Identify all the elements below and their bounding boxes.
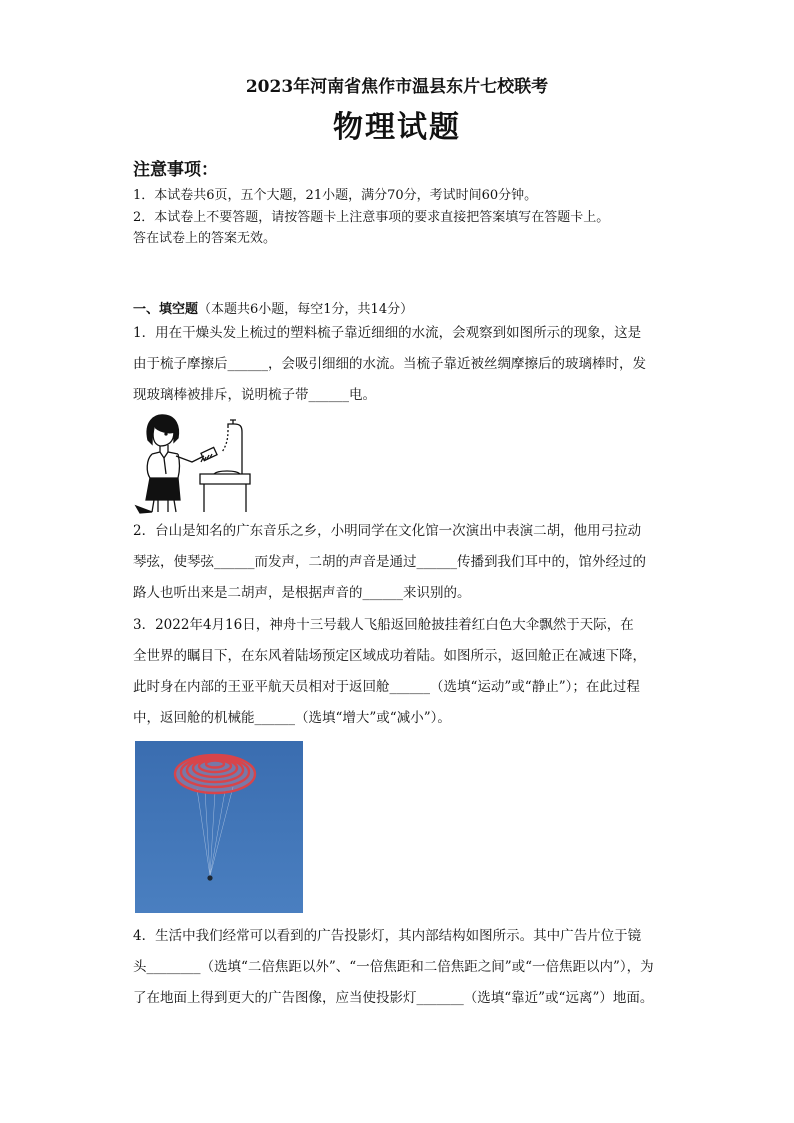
question-4 bbox=[133, 921, 673, 1014]
question-1-line-2: 由于梳子摩擦后______，会吸引细细的水流。当梳子靠近被丝绸摩擦后的玻璃棒时，发 bbox=[133, 356, 646, 372]
section-note: （本题共6小题，每空1分，共14分） bbox=[198, 302, 414, 317]
exam-title: 2023年河南省焦作市温县东片七校联考 bbox=[245, 77, 549, 97]
girl-comb-water-figure bbox=[130, 412, 255, 514]
question-4-line-1: 4．生活中我们经常可以看到的广告投影灯，其内部结构如图所示。其中广告片位于镜 bbox=[133, 928, 642, 944]
question-3-line-1: 3．2022年4月16日，神舟十三号载人飞船返回舱披挂着红白色大伞飘然于天际，在 bbox=[133, 617, 634, 633]
question-3-line-3: 此时身在内部的王亚平航天员相对于返回舱______（选填“运动”或“静止”）；在此过程 bbox=[133, 679, 640, 695]
notice-item-2: 2．本试卷上不要答题，请按答题卡上注意事项的要求直接把答案填写在答题卡上。 bbox=[133, 210, 610, 225]
notice-item-1: 1．本试卷共6页，五个大题，21小题，满分70分，考试时间60分钟。 bbox=[133, 188, 538, 203]
question-2-line-2: 琴弦，使琴弦______而发声，二胡的声音是通过______传播到我们耳中的，馆外经过的 bbox=[133, 554, 646, 570]
notice-item-3: 答在试卷上的答案无效。 bbox=[133, 231, 277, 246]
parachute-capsule-photo bbox=[135, 741, 303, 913]
question-2-line-3: 路人也听出来是二胡声，是根据声音的______来识别的。 bbox=[133, 585, 471, 601]
subject-title: 物理试题 bbox=[333, 110, 461, 145]
question-1-line-1: 1．用在干燥头发上梳过的塑料梳子靠近细细的水流，会观察到如图所示的现象，这是 bbox=[133, 325, 642, 341]
section-title: 一、填空题 bbox=[133, 302, 199, 317]
question-2 bbox=[133, 516, 673, 609]
question-1-line-3: 现玻璃棒被排斥，说明梳子带______电。 bbox=[133, 387, 376, 403]
question-2-line-1: 2．台山是知名的广东音乐之乡，小明同学在文化馆一次演出中表演二胡，他用弓拉动 bbox=[133, 523, 642, 539]
question-3 bbox=[133, 610, 673, 734]
section-heading bbox=[133, 298, 413, 317]
question-1 bbox=[133, 318, 673, 411]
question-3-line-2: 全世界的瞩目下，在东风着陆场预定区域成功着陆。如图所示，返回舱正在减速下降， bbox=[133, 648, 646, 664]
question-4-line-2: 头________（选填“二倍焦距以外”、“一倍焦距和二倍焦距之间”或“一倍焦距以内”），为 bbox=[133, 959, 654, 975]
notice-heading: 注意事项： bbox=[133, 160, 218, 180]
question-4-line-3: 了在地面上得到更大的广告图像，应当使投影灯_______（选填“靠近”或“远离”）地面。 bbox=[133, 990, 654, 1006]
question-3-line-4: 中，返回舱的机械能______（选填“增大”或“减小”）。 bbox=[133, 710, 451, 726]
